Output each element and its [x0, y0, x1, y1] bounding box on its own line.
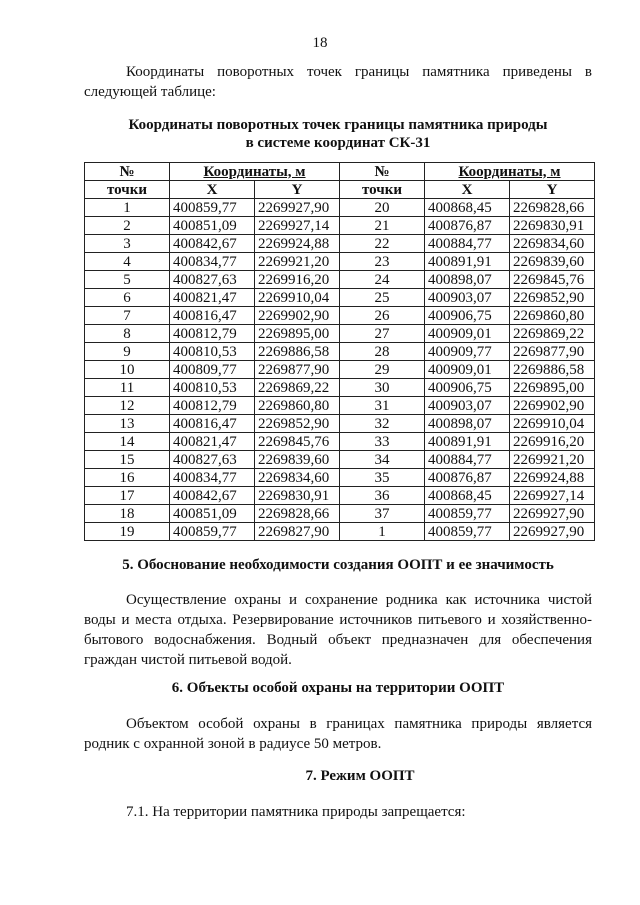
table-row [85, 523, 595, 541]
y-coordinate-right: 2269830,91 [510, 217, 595, 235]
y-coordinate-right: 2269886,58 [510, 361, 595, 379]
y-coordinate-right: 2269921,20 [510, 451, 595, 469]
y-coordinate-right: 2269902,90 [510, 397, 595, 415]
header-num-symbol-left: № [85, 163, 170, 181]
section5-title: 5. Обоснование необходимости создания ООПТ и ее значимость [122, 557, 554, 573]
x-coordinate-right: 400891,91 [425, 433, 510, 451]
x-coordinate-right: 400876,87 [425, 469, 510, 487]
x-coordinate-right: 400909,01 [425, 325, 510, 343]
y-coordinate-right: 2269927,14 [510, 487, 595, 505]
y-coordinate-left: 2269902,90 [255, 307, 340, 325]
x-coordinate-left: 400827,63 [170, 271, 255, 289]
table-row [85, 217, 595, 235]
y-coordinate-left: 2269877,90 [255, 361, 340, 379]
header-coords-left: Координаты, м [170, 163, 340, 181]
y-coordinate-right: 2269828,66 [510, 199, 595, 217]
x-coordinate-right: 400891,91 [425, 253, 510, 271]
y-coordinate-right: 2269910,04 [510, 415, 595, 433]
point-number-right: 26 [340, 307, 425, 325]
table-row [85, 487, 595, 505]
y-coordinate-right: 2269852,90 [510, 289, 595, 307]
point-number-right: 21 [340, 217, 425, 235]
header-y-right: Y [510, 181, 595, 199]
y-coordinate-left: 2269845,76 [255, 433, 340, 451]
x-coordinate-right: 400876,87 [425, 217, 510, 235]
y-coordinate-right: 2269834,60 [510, 235, 595, 253]
table-row [85, 199, 595, 217]
x-coordinate-right: 400884,77 [425, 451, 510, 469]
y-coordinate-left: 2269839,60 [255, 451, 340, 469]
x-coordinate-left: 400809,77 [170, 361, 255, 379]
x-coordinate-left: 400827,63 [170, 451, 255, 469]
y-coordinate-right: 2269845,76 [510, 271, 595, 289]
x-coordinate-left: 400812,79 [170, 397, 255, 415]
x-coordinate-left: 400842,67 [170, 235, 255, 253]
y-coordinate-right: 2269895,00 [510, 379, 595, 397]
y-coordinate-right: 2269877,90 [510, 343, 595, 361]
x-coordinate-right: 400868,45 [425, 199, 510, 217]
point-number-left: 19 [85, 523, 170, 541]
x-coordinate-right: 400906,75 [425, 379, 510, 397]
header-num-word-right: точки [340, 181, 425, 199]
point-number-right: 36 [340, 487, 425, 505]
x-coordinate-right: 400909,77 [425, 343, 510, 361]
x-coordinate-left: 400859,77 [170, 523, 255, 541]
x-coordinate-left: 400816,47 [170, 415, 255, 433]
table-row [85, 343, 595, 361]
y-coordinate-left: 2269886,58 [255, 343, 340, 361]
header-x-left: X [170, 181, 255, 199]
header-coords-right: Координаты, м [425, 163, 595, 181]
x-coordinate-left: 400842,67 [170, 487, 255, 505]
header-num-symbol-right: № [340, 163, 425, 181]
x-coordinate-right: 400859,77 [425, 523, 510, 541]
page-number: 18 [312, 35, 328, 51]
table-row [85, 415, 595, 433]
header-num-word-left: точки [85, 181, 170, 199]
point-number-left: 1 [85, 199, 170, 217]
y-coordinate-left: 2269830,91 [255, 487, 340, 505]
table-row [85, 505, 595, 523]
y-coordinate-left: 2269827,90 [255, 523, 340, 541]
table-row [85, 361, 595, 379]
y-coordinate-left: 2269828,66 [255, 505, 340, 523]
y-coordinate-left: 2269869,22 [255, 379, 340, 397]
x-coordinate-left: 400821,47 [170, 289, 255, 307]
point-number-right: 34 [340, 451, 425, 469]
point-number-left: 13 [85, 415, 170, 433]
header-x-right: X [425, 181, 510, 199]
section6-title: 6. Объекты особой охраны на территории ООПТ [171, 680, 505, 696]
x-coordinate-left: 400834,77 [170, 469, 255, 487]
x-coordinate-left: 400816,47 [170, 307, 255, 325]
table-row [85, 397, 595, 415]
point-number-right: 28 [340, 343, 425, 361]
point-number-left: 12 [85, 397, 170, 415]
y-coordinate-left: 2269927,90 [255, 199, 340, 217]
point-number-left: 2 [85, 217, 170, 235]
y-coordinate-left: 2269927,14 [255, 217, 340, 235]
y-coordinate-right: 2269860,80 [510, 307, 595, 325]
x-coordinate-right: 400859,77 [425, 505, 510, 523]
point-number-right: 20 [340, 199, 425, 217]
table-title [84, 116, 592, 152]
y-coordinate-right: 2269916,20 [510, 433, 595, 451]
table-header-row [85, 163, 595, 181]
point-number-left: 3 [85, 235, 170, 253]
point-number-left: 9 [85, 343, 170, 361]
y-coordinate-left: 2269834,60 [255, 469, 340, 487]
table-title-line1: Координаты поворотных точек границы памятника природы [128, 117, 548, 133]
point-number-left: 6 [85, 289, 170, 307]
x-coordinate-right: 400868,45 [425, 487, 510, 505]
point-number-left: 5 [85, 271, 170, 289]
y-coordinate-left: 2269910,04 [255, 289, 340, 307]
table-row [85, 307, 595, 325]
section7-title: 7. Режим ООПТ [305, 768, 415, 784]
y-coordinate-left: 2269895,00 [255, 325, 340, 343]
x-coordinate-left: 400821,47 [170, 433, 255, 451]
table-row [85, 289, 595, 307]
point-number-right: 37 [340, 505, 425, 523]
point-number-right: 32 [340, 415, 425, 433]
x-coordinate-right: 400906,75 [425, 307, 510, 325]
header-y-left: Y [255, 181, 340, 199]
x-coordinate-right: 400909,01 [425, 361, 510, 379]
x-coordinate-right: 400903,07 [425, 397, 510, 415]
section5-text: Осуществление охраны и сохранение родника как источника чистой воды и места отдыха. Резервирование источников питьевого и хозяйственно-бытового водоснабжения. Водный объект предназначен для обеспечения граждан чистой питьевой водой. [84, 592, 592, 668]
coordinates-table [84, 162, 595, 541]
section7-1-text: 7.1. На территории памятника природы запрещается: [126, 804, 466, 820]
point-number-right: 33 [340, 433, 425, 451]
y-coordinate-right: 2269869,22 [510, 325, 595, 343]
y-coordinate-right: 2269924,88 [510, 469, 595, 487]
x-coordinate-right: 400884,77 [425, 235, 510, 253]
y-coordinate-right: 2269927,90 [510, 505, 595, 523]
point-number-left: 4 [85, 253, 170, 271]
table-row [85, 271, 595, 289]
point-number-right: 31 [340, 397, 425, 415]
point-number-right: 27 [340, 325, 425, 343]
point-number-left: 18 [85, 505, 170, 523]
point-number-left: 14 [85, 433, 170, 451]
y-coordinate-left: 2269924,88 [255, 235, 340, 253]
table-title-line2: в системе координат СК-31 [245, 135, 431, 151]
point-number-left: 7 [85, 307, 170, 325]
point-number-right: 22 [340, 235, 425, 253]
y-coordinate-left: 2269916,20 [255, 271, 340, 289]
x-coordinate-right: 400903,07 [425, 289, 510, 307]
table-row [85, 253, 595, 271]
point-number-left: 17 [85, 487, 170, 505]
x-coordinate-left: 400812,79 [170, 325, 255, 343]
x-coordinate-right: 400898,07 [425, 271, 510, 289]
y-coordinate-right: 2269839,60 [510, 253, 595, 271]
x-coordinate-left: 400810,53 [170, 379, 255, 397]
x-coordinate-left: 400834,77 [170, 253, 255, 271]
y-coordinate-right: 2269927,90 [510, 523, 595, 541]
table-row [85, 379, 595, 397]
x-coordinate-left: 400859,77 [170, 199, 255, 217]
x-coordinate-left: 400851,09 [170, 505, 255, 523]
point-number-right: 1 [340, 523, 425, 541]
table-row [85, 451, 595, 469]
point-number-right: 30 [340, 379, 425, 397]
point-number-right: 35 [340, 469, 425, 487]
y-coordinate-left: 2269852,90 [255, 415, 340, 433]
table-row [85, 235, 595, 253]
table-body [85, 199, 595, 541]
table-row [85, 325, 595, 343]
section6-text: Объектом особой охраны в границах памятника природы является родник с охранной зоной в радиусе 50 метров. [84, 716, 592, 752]
point-number-left: 15 [85, 451, 170, 469]
y-coordinate-left: 2269921,20 [255, 253, 340, 271]
point-number-right: 23 [340, 253, 425, 271]
table-row [85, 469, 595, 487]
x-coordinate-left: 400851,09 [170, 217, 255, 235]
point-number-left: 8 [85, 325, 170, 343]
point-number-right: 24 [340, 271, 425, 289]
point-number-left: 10 [85, 361, 170, 379]
point-number-right: 29 [340, 361, 425, 379]
x-coordinate-left: 400810,53 [170, 343, 255, 361]
table-subheader-row [85, 181, 595, 199]
point-number-left: 16 [85, 469, 170, 487]
intro-paragraph: Координаты поворотных точек границы памятника приведены в следующей таблице: [84, 64, 592, 100]
y-coordinate-left: 2269860,80 [255, 397, 340, 415]
point-number-left: 11 [85, 379, 170, 397]
point-number-right: 25 [340, 289, 425, 307]
x-coordinate-right: 400898,07 [425, 415, 510, 433]
table-row [85, 433, 595, 451]
